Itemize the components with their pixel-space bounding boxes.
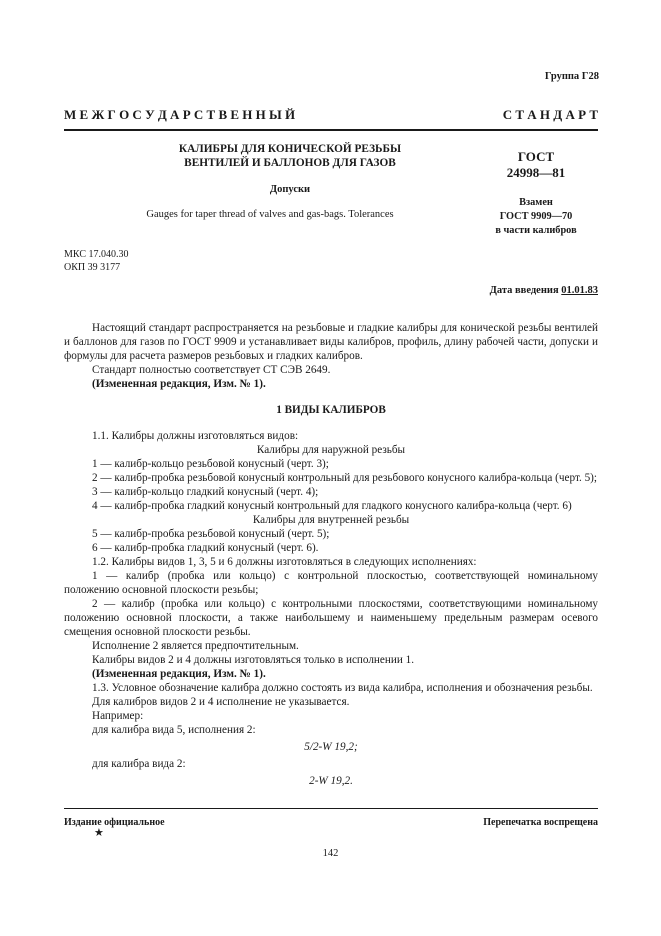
clause-1-3: 1.3. Условное обозначение калибра должно состоять из вида калибра, исполнения и обозначения резьбы. xyxy=(92,682,593,694)
replaces-block xyxy=(466,196,606,238)
subheading-outer-thread: Калибры для наружной резьбы xyxy=(256,444,406,456)
title-line-2: ВЕНТИЛЕЙ И БАЛЛОНОВ ДЛЯ ГАЗОВ xyxy=(184,157,396,169)
standard-heading xyxy=(64,107,598,123)
gost-number: 24998—81 xyxy=(506,165,566,180)
title-line-1: КАЛИБРЫ ДЛЯ КОНИЧЕСКОЙ РЕЗЬБЫ xyxy=(178,143,402,155)
document-title xyxy=(130,142,450,170)
document-subtitle: Допуски xyxy=(269,184,311,195)
list-item: 1 — калибр-кольцо резьбовой конусный (черт. 3); xyxy=(92,458,329,470)
classification-codes xyxy=(64,248,128,274)
list-item: 3 — калибр-кольцо гладкий конусный (черт. 4); xyxy=(92,486,319,498)
okp-code: ОКП 39 3177 xyxy=(64,262,121,273)
amendment-note: (Измененная редакция, Изм. № 1). xyxy=(92,668,266,680)
subheading-inner-thread: Калибры для внутренней резьбы xyxy=(252,514,410,526)
section-heading: 1 ВИДЫ КАЛИБРОВ xyxy=(276,404,386,416)
body-paragraph: Калибры видов 2 и 4 должны изготовляться только в исполнении 1. xyxy=(92,654,415,666)
standard-word-standard: С Т А Н Д А Р Т xyxy=(502,107,598,122)
list-item: 1 — калибр (пробка или кольцо) с контрольной плоскостью, соответствующей номинальному положению основной плоскости резьбы; xyxy=(64,570,598,596)
replaces-line-2: ГОСТ 9909—70 xyxy=(499,211,573,222)
list-item: 2 — калибр-пробка резьбовой конусный контрольный для резьбового конусного калибра-кольца (черт. 5); xyxy=(92,472,598,484)
group-code: Группа Г28 xyxy=(544,71,599,82)
body-paragraph: Настоящий стандарт распространяется на резьбовые и гладкие калибры для конической резьбы вентилей и баллонов для газов по ГОСТ 9909 и устанавливает виды калибров, профиль, длину рабочей части, допуски и формулы для расчета размеров резьбовых и гладких калибров. xyxy=(64,322,598,362)
list-item: 5 — калибр-пробка резьбовой конусный (черт. 5); xyxy=(92,528,330,540)
body-paragraph: Например: xyxy=(92,710,144,722)
example-caption: для калибра вида 2: xyxy=(92,758,186,770)
gost-label: ГОСТ xyxy=(517,149,555,164)
header-rule xyxy=(64,129,598,131)
star-icon: ★ xyxy=(94,827,104,839)
list-item: 2 — калибр (пробка или кольцо) с контрольными плоскостями, соответствующими номинальному положению основной плоскости, а также наибольшему и наименьшему предельным размерам осевого смещения основной плоскости резьбы. xyxy=(64,598,598,638)
example-formula: 2-W 19,2. xyxy=(309,775,353,787)
effective-date-label: Дата введения xyxy=(489,285,559,296)
amendment-note: (Измененная редакция, Изм. № 1). xyxy=(92,378,266,390)
effective-date xyxy=(490,284,598,298)
mks-code: МКС 17.040.30 xyxy=(64,249,129,260)
gost-number-block xyxy=(476,149,596,181)
replaces-line-3: в части калибров xyxy=(495,225,577,236)
body-paragraph: Стандарт полностью соответствует СТ СЭВ 2649. xyxy=(92,364,331,376)
page-number: 142 xyxy=(322,848,339,859)
footer-rule xyxy=(64,808,598,809)
official-edition: Издание официальное xyxy=(64,817,165,828)
list-item: 6 — калибр-пробка гладкий конусный (черт. 6). xyxy=(92,542,319,554)
reprint-prohibited: Перепечатка воспрещена xyxy=(483,817,598,828)
standard-word-interstate: М Е Ж Г О С У Д А Р С Т В Е Н Н Ы Й xyxy=(64,107,296,122)
list-item: 4 — калибр-пробка гладкий конусный контрольный для гладкого конусного калибра-кольца (черт. 6) xyxy=(92,500,572,512)
example-formula: 5/2-W 19,2; xyxy=(304,741,358,753)
clause-1-1: 1.1. Калибры должны изготовляться видов: xyxy=(92,430,299,442)
effective-date-value: 01.01.83 xyxy=(561,285,598,296)
replaces-line-1: Взамен xyxy=(519,197,553,208)
document-body xyxy=(64,321,598,788)
body-paragraph: Исполнение 2 является предпочтительным. xyxy=(92,640,299,652)
clause-1-2: 1.2. Калибры видов 1, 3, 5 и 6 должны изготовляться в следующих исполнениях: xyxy=(92,556,477,568)
example-caption: для калибра вида 5, исполнения 2: xyxy=(92,724,256,736)
english-title: Gauges for taper thread of valves and gas-bags. Tolerances xyxy=(146,209,394,220)
body-paragraph: Для калибров видов 2 и 4 исполнение не указывается. xyxy=(92,696,350,708)
